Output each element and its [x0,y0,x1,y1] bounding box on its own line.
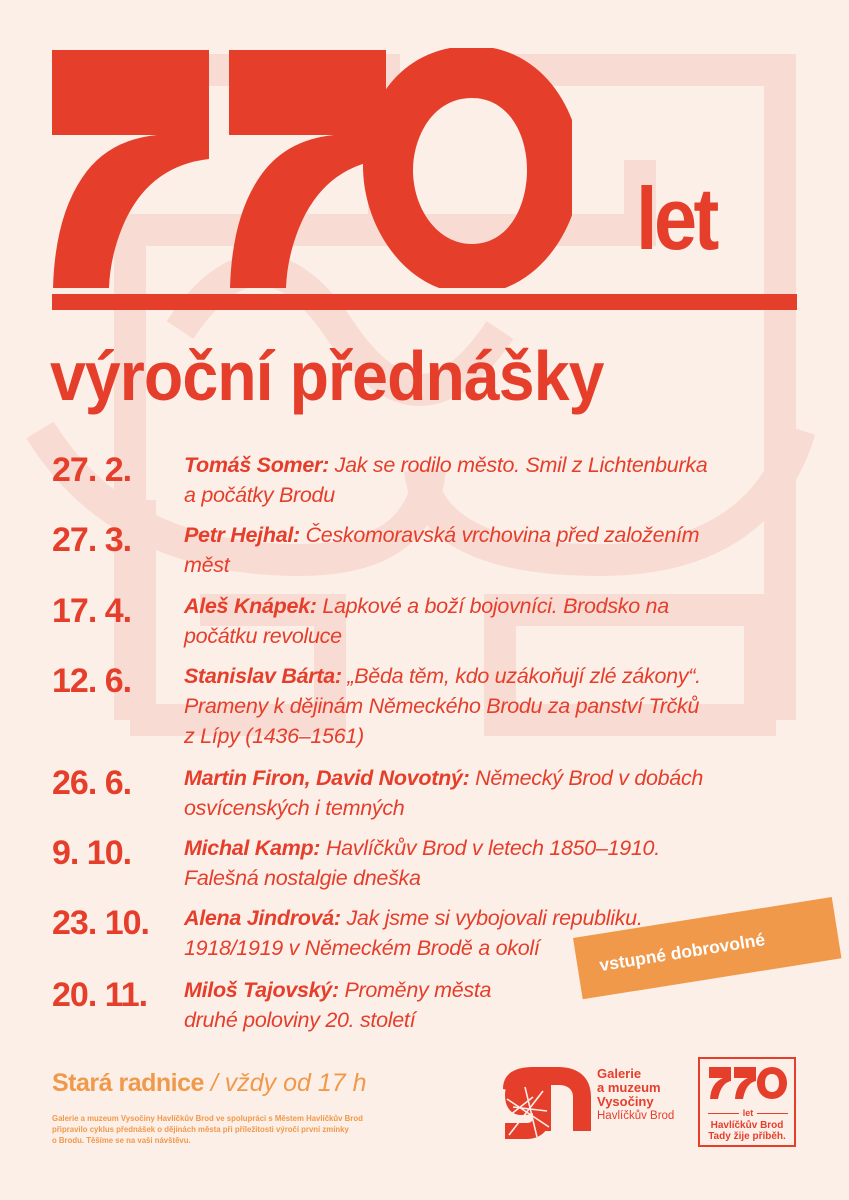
note-line: připravilo cyklus přednášek o dějinách města při příležitosti výročí první zmínky [52,1125,349,1134]
lecture-title-cont: osvícenských i temných [184,796,405,820]
title-rule [52,294,797,310]
tagline-line: Tady žije příběh. [708,1131,786,1142]
lecture-speaker: Michal Kamp: [184,836,321,860]
lecture-description [184,661,701,763]
lecture-speaker: Aleš Knápek: [184,594,317,618]
lecture-title: Německý Brod v dobách [475,766,704,790]
lecture-item [52,591,812,661]
gm-museum-name [597,1067,674,1123]
lecture-title: „Běda těm, kdo uzákoňují zlé zákony“. [347,664,701,688]
lecture-title: Proměny města [344,978,492,1002]
lecture-date: 23. 10. [52,904,149,942]
lecture-item [52,450,812,520]
organizer-note [52,1113,432,1146]
lecture-date: 9. 10. [52,834,132,872]
gm-line: Vysočiny [597,1094,654,1109]
lecture-date: 27. 3. [52,521,132,559]
lecture-title: Havlíčkův Brod v letech 1850–1910. [325,836,660,860]
lecture-description [184,591,669,661]
lecture-date: 12. 6. [52,662,132,700]
big-770-number [52,48,572,288]
lecture-title: Lapkové a boží bojovníci. Brodsko na [322,594,669,618]
lecture-title-cont: z Lípy (1436–1561) [184,724,364,748]
big-let-label: let [636,169,716,268]
logo-770-number-icon [709,1067,787,1099]
lecture-title-cont: měst [184,553,230,577]
free-admission-badge: vstupné dobrovolné [573,897,841,999]
lecture-date: 27. 2. [52,451,132,489]
lecture-description [184,763,703,833]
lecture-item [52,833,812,903]
logo-770-let-row [708,1108,788,1118]
logo-770-tagline [700,1120,794,1142]
page-subtitle: výroční přednášky [50,337,604,415]
lecture-title-cont: 1918/1919 v Německém Brodě a okolí [184,936,540,960]
note-line: o Brodu. Těšíme se na vaši návštěvu. [52,1136,191,1145]
lecture-title-cont: a počátky Brodu [184,483,335,507]
lecture-speaker: Martin Firon, David Novotný: [184,766,470,790]
lecture-speaker: Tomáš Somer: [184,453,329,477]
note-line: Galerie a muzeum Vysočiny Havlíčkův Brod ve spolupráci s Městem Havlíčkův Brod [52,1114,363,1123]
lecture-description [184,450,707,520]
lecture-date: 17. 4. [52,592,132,630]
venue-place: Stará radnice [52,1069,204,1097]
lecture-speaker: Stanislav Bárta: [184,664,342,688]
lecture-title-cont: Prameny k dějinám Německého Brodu za panství Trčků [184,694,700,718]
venue-info [52,1068,367,1098]
lecture-title: Jak jsme si vybojovali republiku. [346,906,643,930]
lecture-item [52,661,812,763]
lecture-date: 20. 11. [52,976,148,1014]
lecture-title-cont: Falešná nostalgie dneška [184,866,421,890]
lecture-speaker: Petr Hejhal: [184,523,300,547]
logo-770-badge [698,1057,796,1147]
lecture-description [184,833,660,903]
gm-museum-logo-icon [503,1067,591,1139]
lecture-item [52,975,812,1045]
lecture-description [184,520,699,591]
lecture-title: Jak se rodilo město. Smil z Lichtenburka [334,453,708,477]
lecture-date: 26. 6. [52,764,132,802]
tagline-line: Havlíčkův Brod [710,1120,784,1131]
lecture-title-cont: druhé poloviny 20. století [184,1008,416,1032]
lecture-title: Českomoravská vrchovina před založením [305,523,700,547]
lecture-speaker: Alena Jindrová: [184,906,341,930]
lecture-title-cont: počátku revoluce [184,624,342,648]
lecture-description [184,975,491,1045]
lecture-item [52,520,812,591]
lecture-speaker: Miloš Tajovský: [184,978,339,1002]
venue-time: / vždy od 17 h [203,1069,367,1097]
logo-770-unit: let [742,1108,754,1118]
lecture-item [52,763,812,833]
gm-line: a muzeum [597,1080,661,1095]
gm-city: Havlíčkův Brod [597,1110,675,1122]
gm-line: Galerie [597,1066,642,1081]
